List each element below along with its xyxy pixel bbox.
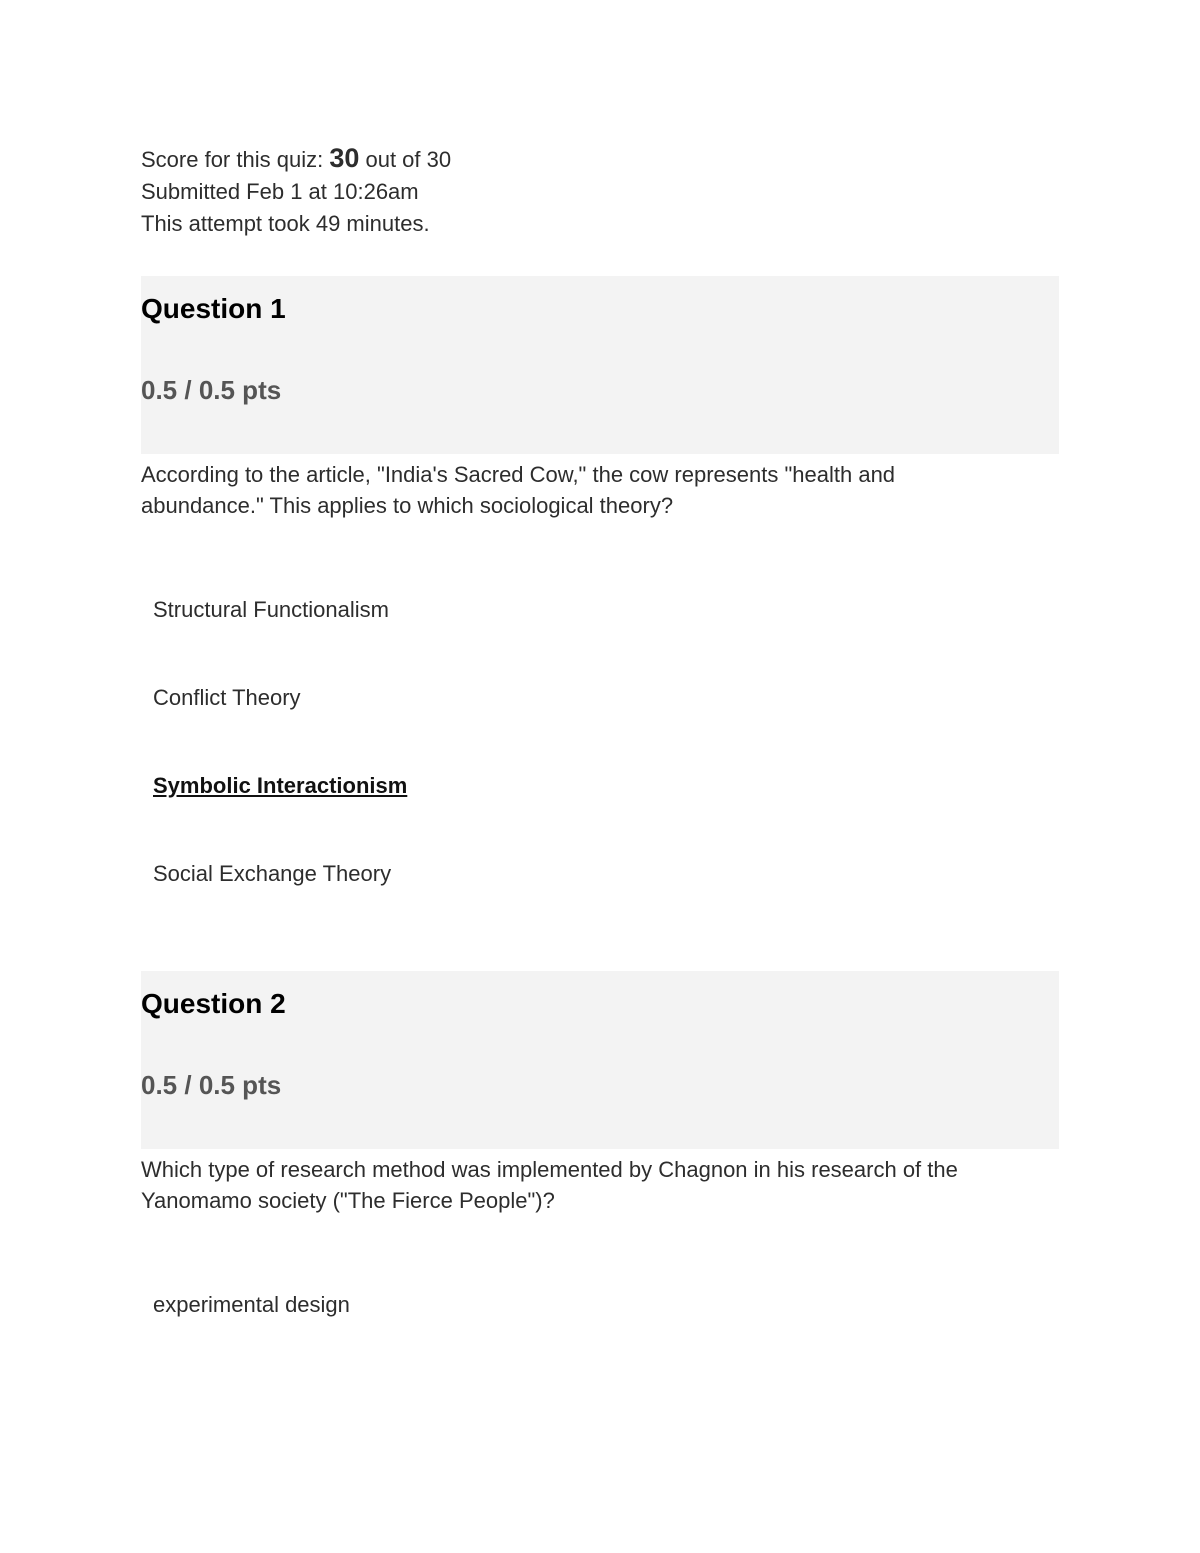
question-points: 0.5 / 0.5 pts	[141, 1070, 282, 1100]
question-2	[141, 971, 1059, 1320]
quiz-results-page	[141, 142, 1059, 1378]
answer-option[interactable]: Conflict Theory	[153, 685, 301, 710]
score-line	[141, 142, 1059, 176]
answer-list	[141, 595, 1059, 889]
question-1	[141, 276, 1059, 889]
answer-list	[141, 1290, 1059, 1320]
score-label: Score for this quiz:	[141, 147, 324, 172]
question-title: Question 1	[141, 293, 286, 324]
score-value: 30	[329, 143, 360, 173]
answer-option[interactable]: Structural Functionalism	[153, 597, 389, 622]
answer-option-selected[interactable]: Symbolic Interactionism	[153, 773, 408, 798]
submitted-timestamp: Submitted Feb 1 at 10:26am	[141, 179, 419, 204]
answer-option[interactable]: experimental design	[153, 1292, 350, 1317]
quiz-summary	[141, 142, 1059, 240]
question-text: Which type of research method was implemented by Chagnon in his research of the Yanomamo society ("The Fierce People")?	[141, 1157, 958, 1213]
answer-option[interactable]: Social Exchange Theory	[153, 861, 392, 886]
question-points: 0.5 / 0.5 pts	[141, 375, 282, 405]
question-title: Question 2	[141, 988, 286, 1019]
attempt-duration: This attempt took 49 minutes.	[141, 211, 430, 236]
question-header	[141, 276, 1059, 454]
score-total: out of 30	[365, 147, 452, 172]
question-text: According to the article, "India's Sacred Cow," the cow represents "health and abundance." This applies to which sociological theory?	[141, 462, 896, 518]
question-header	[141, 971, 1059, 1149]
